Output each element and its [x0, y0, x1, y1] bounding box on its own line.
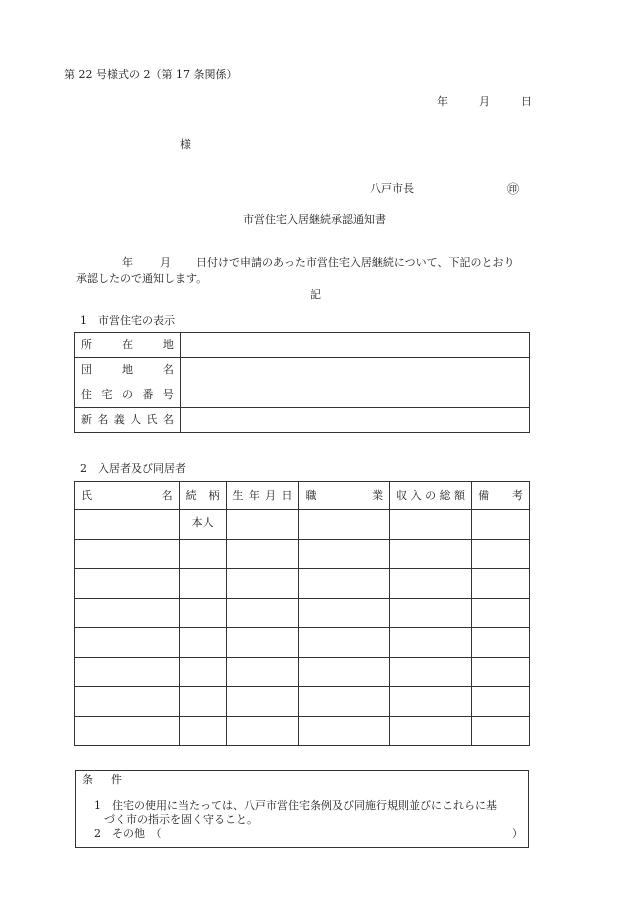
table-cell — [226, 628, 299, 658]
conditions-box — [75, 770, 529, 848]
section2-heading: 2 入居者及び同居者 — [80, 462, 186, 475]
table-cell — [75, 569, 180, 599]
column-header-char: 氏 — [81, 488, 92, 502]
table-cell — [179, 657, 226, 687]
row-label-char: 所 — [81, 338, 92, 351]
column-header-char: 柄 — [208, 488, 220, 502]
row-label-char: 名 — [162, 363, 174, 377]
document-title: 市営住宅入居継続承認通知書 — [243, 213, 386, 226]
table-row — [75, 598, 530, 628]
table-cell — [75, 716, 180, 746]
label-location — [75, 333, 181, 358]
row-label-char: 宅 — [101, 387, 113, 401]
column-header-char: 月 — [265, 488, 277, 502]
column-header-char: 業 — [372, 488, 384, 502]
row-label-char: 義 — [113, 413, 125, 426]
ki-mark: 記 — [310, 288, 321, 301]
table-cell — [75, 510, 180, 540]
row-label-char: の — [121, 387, 133, 401]
column-header-char: 収 — [396, 488, 408, 502]
table-cell — [390, 657, 472, 687]
table-row — [75, 510, 530, 540]
label-unit-number — [75, 383, 181, 408]
table-cell — [299, 657, 390, 687]
table-cell — [299, 628, 390, 658]
table-cell — [472, 569, 530, 599]
table-cell — [226, 716, 299, 746]
addressee-suffix: 様 — [180, 138, 191, 151]
column-header-char: 入 — [410, 488, 422, 502]
table-row — [75, 539, 530, 569]
housing-table — [74, 332, 530, 433]
column-header-char: 続 — [185, 488, 197, 502]
column-header — [390, 482, 472, 510]
table-row — [75, 716, 530, 746]
table-cell: 本人 — [179, 510, 226, 540]
table-cell — [390, 539, 472, 569]
body-line2: 承認したので通知します。 — [76, 272, 208, 285]
table-cell — [179, 598, 226, 628]
conditions-heading-char: 件 — [111, 773, 122, 786]
row-label-char: 新 — [81, 413, 92, 426]
row-label-char: 番 — [142, 387, 154, 401]
table-cell — [226, 569, 299, 599]
table-cell — [299, 716, 390, 746]
table-cell — [299, 569, 390, 599]
table-cell — [472, 598, 530, 628]
date-line — [437, 95, 532, 109]
table-cell — [75, 598, 180, 628]
issuer-name: 八戸市長 — [370, 182, 414, 195]
column-header-char: 総 — [439, 488, 451, 502]
table-cell — [179, 628, 226, 658]
body-year: 年 — [122, 256, 133, 269]
date-month: 月 — [479, 95, 490, 108]
form-number: 第 22 号様式の 2（第 17 条関係） — [64, 68, 238, 81]
column-header-char: 職 — [305, 488, 317, 502]
table-cell — [75, 539, 180, 569]
table-cell — [299, 539, 390, 569]
column-header-char: 生 — [232, 488, 244, 502]
row-label-char: 団 — [81, 363, 92, 377]
body-month: 月 — [160, 256, 171, 269]
column-header — [299, 482, 390, 510]
table-cell — [390, 716, 472, 746]
column-header-char: 考 — [512, 488, 523, 502]
table-cell — [390, 569, 472, 599]
residents-table — [74, 481, 530, 746]
table-cell — [226, 687, 299, 717]
table-cell — [179, 687, 226, 717]
column-header-char: 備 — [478, 488, 490, 502]
table-cell — [390, 598, 472, 628]
label-complex-name — [75, 358, 181, 383]
table-cell — [472, 716, 530, 746]
condition-item1-line2: づく市の指示を固く守ること。 — [104, 813, 258, 826]
table-cell — [299, 510, 390, 540]
table-cell — [299, 598, 390, 628]
column-header-char: 年 — [248, 488, 260, 502]
column-header-char: 額 — [454, 488, 466, 502]
table-cell — [472, 687, 530, 717]
condition-item2-close: ） — [512, 827, 523, 840]
column-header-char: 日 — [281, 488, 293, 502]
body-line1: 日付けで申請のあった市営住宅入居継続について、下記のとおり — [196, 256, 515, 269]
value-new-holder — [180, 408, 529, 433]
column-header-char: 名 — [161, 488, 173, 502]
table-cell — [390, 628, 472, 658]
row-label-char: 住 — [81, 387, 92, 401]
row-label-char: 人 — [130, 413, 142, 426]
column-header-char: の — [425, 488, 437, 502]
table-cell — [75, 687, 180, 717]
table-cell — [179, 569, 226, 599]
row-label-char: 名 — [162, 413, 174, 426]
table-cell — [179, 716, 226, 746]
date-year: 年 — [437, 95, 448, 108]
row-label-char: 名 — [97, 413, 109, 426]
table-cell — [226, 539, 299, 569]
conditions-heading-char: 条 — [82, 773, 93, 786]
table-cell — [472, 657, 530, 687]
condition-item2-label: 2 その他 （ — [94, 827, 162, 840]
column-header — [179, 482, 226, 510]
table-row — [75, 569, 530, 599]
table-row — [75, 628, 530, 658]
table-cell — [179, 539, 226, 569]
value-complex-name — [180, 358, 529, 408]
label-new-holder — [75, 408, 181, 433]
table-cell — [226, 657, 299, 687]
table-cell — [75, 628, 180, 658]
row-label-char: 地 — [162, 338, 174, 351]
row-label-char: 氏 — [146, 413, 158, 426]
table-cell — [226, 510, 299, 540]
table-cell — [226, 598, 299, 628]
row-label-char: 在 — [121, 338, 133, 351]
seal-mark: ㊞ — [507, 182, 520, 196]
table-cell — [472, 628, 530, 658]
table-cell — [472, 539, 530, 569]
section1-heading: 1 市営住宅の表示 — [80, 314, 175, 327]
table-row — [75, 657, 530, 687]
table-cell — [390, 510, 472, 540]
table-cell — [472, 510, 530, 540]
value-location — [180, 333, 529, 358]
table-cell — [75, 657, 180, 687]
table-cell — [390, 687, 472, 717]
table-cell — [299, 687, 390, 717]
column-header — [75, 482, 180, 510]
row-label-char: 号 — [162, 387, 174, 401]
column-header — [226, 482, 299, 510]
conditions-heading — [82, 773, 122, 787]
row-label-char: 地 — [121, 363, 133, 377]
date-day: 日 — [521, 95, 532, 108]
table-row — [75, 687, 530, 717]
column-header — [472, 482, 530, 510]
condition-item1-line1: 1 住宅の使用に当たっては、八戸市営住宅条例及び同施行規則並びにこれらに基 — [94, 799, 497, 812]
